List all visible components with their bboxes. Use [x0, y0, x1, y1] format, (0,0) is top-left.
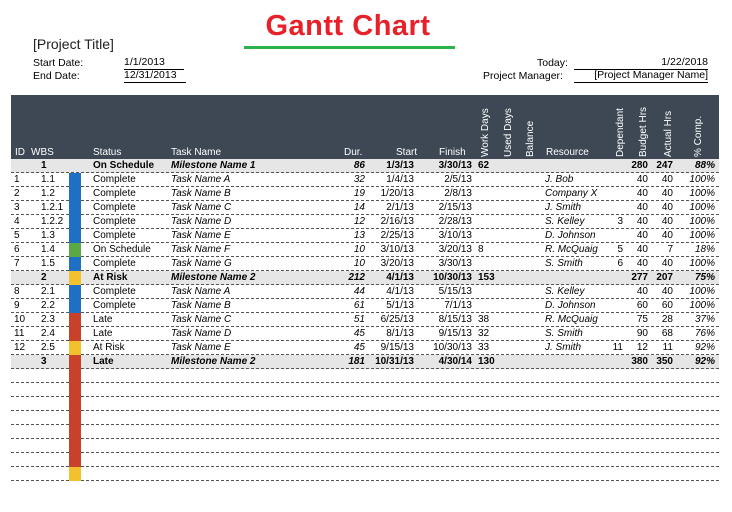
status-color-swatch	[69, 243, 81, 257]
col-wbs: WBS	[31, 147, 54, 158]
cell-status: Complete	[93, 230, 136, 241]
project-manager-value[interactable]: [Project Manager Name]	[574, 69, 708, 83]
cell-duration: 45	[353, 342, 365, 353]
cell-dependant: 11	[612, 342, 623, 353]
cell-id: 12	[14, 342, 26, 353]
cell-task-name: Task Name E	[171, 342, 231, 353]
cell-start: 6/25/13	[380, 314, 414, 325]
cell-finish: 7/1/13	[444, 300, 472, 311]
status-color-swatch	[69, 159, 81, 173]
cell-work-days: 62	[478, 160, 490, 171]
cell-wbs: 1.3	[41, 230, 55, 241]
cell-budget-hrs: 280	[631, 160, 648, 171]
table-row[interactable]	[11, 439, 719, 453]
cell-start: 9/15/13	[380, 342, 414, 353]
cell-status: Complete	[93, 188, 136, 199]
table-row[interactable]	[11, 215, 719, 229]
cell-actual-hrs: 350	[656, 356, 673, 367]
cell-id: 6	[14, 244, 20, 255]
table-row[interactable]	[11, 397, 719, 411]
cell-work-days: 32	[478, 328, 490, 339]
cell-percent-complete: 100%	[689, 174, 715, 185]
cell-id: 11	[14, 328, 25, 339]
table-row[interactable]	[11, 327, 719, 341]
col-balance: Balance	[525, 120, 536, 157]
cell-budget-hrs: 40	[636, 244, 648, 255]
cell-work-days: 130	[478, 356, 495, 367]
cell-duration: 13	[353, 230, 365, 241]
cell-duration: 10	[353, 244, 365, 255]
status-color-swatch	[69, 355, 81, 369]
milestone-row[interactable]	[11, 271, 719, 285]
cell-task-name: Task Name F	[171, 244, 231, 255]
cell-work-days: 38	[478, 314, 490, 325]
cell-resource: S. Kelley	[545, 216, 585, 227]
cell-task-name: Task Name G	[171, 258, 232, 269]
cell-finish: 2/5/13	[444, 174, 472, 185]
col-resource: Resource	[546, 147, 589, 158]
cell-budget-hrs: 277	[631, 272, 648, 283]
table-row[interactable]	[11, 243, 719, 257]
table-row[interactable]	[11, 341, 719, 355]
cell-duration: 212	[348, 272, 365, 283]
cell-task-name: Task Name D	[171, 328, 232, 339]
cell-dependant: 6	[617, 258, 623, 269]
col-status: Status	[93, 147, 122, 158]
col-percent-complete: % Comp.	[693, 115, 704, 157]
cell-resource: D. Johnson	[545, 230, 596, 241]
col-duration: Dur.	[344, 147, 363, 158]
cell-status: On Schedule	[93, 160, 155, 171]
cell-id: 3	[14, 202, 20, 213]
cell-duration: 32	[353, 174, 365, 185]
cell-wbs: 2.3	[41, 314, 55, 325]
status-color-swatch	[69, 341, 81, 355]
cell-finish: 9/15/13	[438, 328, 472, 339]
status-color-swatch	[69, 285, 81, 299]
cell-status: Complete	[93, 300, 136, 311]
cell-percent-complete: 100%	[689, 286, 715, 297]
cell-start: 4/1/13	[386, 272, 414, 283]
status-color-swatch	[69, 369, 81, 383]
project-title[interactable]: [Project Title]	[33, 36, 114, 52]
table-row[interactable]	[11, 383, 719, 397]
cell-task-name: Task Name C	[171, 314, 232, 325]
cell-start: 2/1/13	[386, 202, 414, 213]
cell-start: 8/1/13	[386, 328, 414, 339]
col-task-name: Task Name	[171, 147, 222, 158]
cell-percent-complete: 100%	[689, 188, 715, 199]
table-row[interactable]	[11, 313, 719, 327]
col-actual-hrs: Actual Hrs	[663, 110, 674, 157]
cell-status: Late	[93, 356, 114, 367]
cell-id: 1	[14, 174, 20, 185]
cell-work-days: 153	[478, 272, 495, 283]
cell-wbs: 1	[41, 160, 47, 171]
cell-percent-complete: 100%	[689, 216, 715, 227]
cell-start: 4/1/13	[386, 286, 414, 297]
today-label: Today:	[537, 57, 568, 69]
cell-start: 1/3/13	[386, 160, 414, 171]
cell-percent-complete: 76%	[694, 328, 715, 339]
cell-start: 2/25/13	[380, 230, 414, 241]
today-value[interactable]: 1/22/2018	[574, 56, 708, 70]
cell-task-name: Task Name E	[171, 230, 231, 241]
cell-percent-complete: 18%	[694, 244, 715, 255]
cell-resource: S. Smith	[545, 328, 583, 339]
cell-duration: 61	[353, 300, 365, 311]
cell-actual-hrs: 60	[661, 300, 673, 311]
cell-finish: 3/30/13	[438, 258, 472, 269]
cell-task-name: Task Name A	[171, 286, 231, 297]
cell-finish: 3/30/13	[438, 160, 472, 171]
cell-budget-hrs: 40	[636, 216, 648, 227]
status-color-swatch	[69, 299, 81, 313]
cell-wbs: 2.1	[41, 286, 55, 297]
cell-actual-hrs: 40	[661, 258, 673, 269]
cell-wbs: 2.4	[41, 328, 55, 339]
end-date-label: End Date:	[33, 70, 80, 82]
status-color-swatch	[69, 425, 81, 439]
page-title: Gantt Chart	[265, 10, 431, 42]
cell-task-name: Task Name C	[171, 202, 232, 213]
status-color-swatch	[69, 397, 81, 411]
cell-status: Complete	[93, 174, 136, 185]
cell-duration: 86	[353, 160, 365, 171]
start-date-value[interactable]: 1/1/2013	[124, 56, 184, 70]
cell-percent-complete: 100%	[689, 300, 715, 311]
cell-status: On Schedule	[93, 244, 151, 255]
col-dependant: Dependant	[615, 108, 626, 157]
cell-resource: R. McQuaig	[545, 244, 598, 255]
cell-status: At Risk	[93, 272, 128, 283]
status-color-swatch	[69, 229, 81, 243]
cell-budget-hrs: 40	[636, 286, 648, 297]
cell-start: 1/4/13	[386, 174, 414, 185]
cell-finish: 10/30/13	[433, 342, 472, 353]
cell-finish: 5/15/13	[438, 286, 472, 297]
cell-status: Complete	[93, 216, 136, 227]
cell-finish: 2/15/13	[438, 202, 472, 213]
cell-id: 9	[14, 300, 20, 311]
cell-wbs: 1.2.2	[41, 216, 64, 227]
cell-actual-hrs: 7	[667, 244, 673, 255]
col-finish: Finish	[439, 147, 466, 158]
cell-task-name: Task Name D	[171, 216, 232, 227]
title-underline	[244, 46, 455, 49]
cell-duration: 45	[353, 328, 365, 339]
cell-id: 8	[14, 286, 20, 297]
cell-actual-hrs: 40	[661, 286, 673, 297]
cell-wbs: 1.5	[41, 258, 55, 269]
cell-work-days: 8	[478, 244, 484, 255]
cell-start: 5/1/13	[386, 300, 414, 311]
cell-resource: R. McQuaig	[545, 314, 598, 325]
table-row[interactable]	[11, 369, 719, 383]
status-color-swatch	[69, 453, 81, 467]
cell-wbs: 3	[41, 356, 47, 367]
cell-wbs: 2.5	[41, 342, 55, 353]
cell-percent-complete: 92%	[694, 342, 715, 353]
cell-task-name: Task Name A	[171, 174, 231, 185]
cell-percent-complete: 88%	[694, 160, 715, 171]
cell-percent-complete: 100%	[689, 202, 715, 213]
cell-percent-complete: 37%	[694, 314, 715, 325]
cell-task-name: Milestone Name 2	[171, 356, 256, 367]
table-row[interactable]	[11, 453, 719, 467]
cell-wbs: 2.2	[41, 300, 55, 311]
cell-finish: 3/10/13	[438, 230, 472, 241]
status-color-swatch	[69, 467, 81, 481]
status-color-swatch	[69, 271, 81, 285]
cell-id: 5	[14, 230, 20, 241]
cell-task-name: Milestone Name 1	[171, 160, 256, 171]
cell-finish: 8/15/13	[438, 314, 472, 325]
cell-actual-hrs: 40	[661, 202, 673, 213]
cell-status: Complete	[93, 202, 136, 213]
cell-status: Complete	[93, 286, 136, 297]
table-row[interactable]	[11, 187, 719, 201]
col-budget-hrs: Budget Hrs	[638, 106, 649, 157]
cell-status: Late	[93, 328, 113, 339]
status-color-swatch	[69, 313, 81, 327]
cell-start: 2/16/13	[380, 216, 414, 227]
table-header	[11, 95, 719, 159]
cell-duration: 14	[353, 202, 365, 213]
status-color-swatch	[69, 187, 81, 201]
cell-status: At Risk	[93, 342, 125, 353]
cell-actual-hrs: 247	[656, 160, 673, 171]
status-color-swatch	[69, 327, 81, 341]
cell-budget-hrs: 40	[636, 258, 648, 269]
cell-finish: 2/28/13	[438, 216, 472, 227]
cell-budget-hrs: 40	[636, 188, 648, 199]
milestone-row[interactable]	[11, 355, 719, 369]
status-color-swatch	[69, 257, 81, 271]
cell-task-name: Task Name B	[171, 300, 231, 311]
cell-duration: 12	[353, 216, 365, 227]
cell-budget-hrs: 40	[636, 202, 648, 213]
cell-budget-hrs: 90	[636, 328, 648, 339]
cell-dependant: 5	[617, 244, 623, 255]
table-row[interactable]	[11, 467, 719, 481]
cell-wbs: 1.4	[41, 244, 55, 255]
cell-percent-complete: 100%	[689, 258, 715, 269]
table-row[interactable]	[11, 411, 719, 425]
cell-duration: 10	[353, 258, 365, 269]
status-color-swatch	[69, 215, 81, 229]
cell-actual-hrs: 28	[661, 314, 673, 325]
cell-finish: 3/20/13	[438, 244, 472, 255]
start-date-label: Start Date:	[33, 57, 84, 69]
cell-resource: Company X	[545, 188, 598, 199]
cell-id: 7	[14, 258, 20, 269]
cell-budget-hrs: 40	[636, 174, 648, 185]
cell-start: 10/31/13	[375, 356, 414, 367]
cell-resource: D. Johnson	[545, 300, 596, 311]
cell-status: Late	[93, 314, 113, 325]
cell-start: 3/10/13	[380, 244, 414, 255]
cell-duration: 19	[353, 188, 365, 199]
status-color-swatch	[69, 383, 81, 397]
cell-resource: S. Kelley	[545, 286, 585, 297]
cell-finish: 10/30/13	[433, 272, 472, 283]
status-color-swatch	[69, 173, 81, 187]
cell-actual-hrs: 40	[661, 174, 673, 185]
cell-work-days: 33	[478, 342, 490, 353]
cell-percent-complete: 92%	[694, 356, 715, 367]
project-manager-label: Project Manager:	[483, 70, 563, 82]
cell-resource: S. Smith	[545, 258, 583, 269]
cell-budget-hrs: 380	[631, 356, 648, 367]
status-color-swatch	[69, 411, 81, 425]
cell-id: 4	[14, 216, 20, 227]
table-row[interactable]	[11, 425, 719, 439]
cell-duration: 51	[353, 314, 365, 325]
status-color-swatch	[69, 439, 81, 453]
cell-wbs: 2	[41, 272, 47, 283]
task-table-body	[11, 159, 719, 481]
cell-percent-complete: 100%	[689, 230, 715, 241]
col-used-days: Used Days	[503, 108, 514, 157]
cell-start: 1/20/13	[380, 188, 414, 199]
cell-actual-hrs: 40	[661, 188, 673, 199]
cell-start: 3/20/13	[380, 258, 414, 269]
cell-actual-hrs: 68	[661, 328, 673, 339]
cell-actual-hrs: 40	[661, 230, 673, 241]
cell-percent-complete: 75%	[694, 272, 715, 283]
cell-wbs: 1.1	[41, 174, 55, 185]
cell-id: 2	[14, 188, 20, 199]
cell-dependant: 3	[617, 216, 623, 227]
cell-wbs: 1.2	[41, 188, 55, 199]
cell-resource: J. Smith	[545, 202, 582, 213]
cell-id: 10	[14, 314, 26, 325]
cell-resource: J. Bob	[545, 174, 574, 185]
cell-actual-hrs: 11	[662, 342, 673, 353]
status-color-swatch	[69, 201, 81, 215]
table-row[interactable]	[11, 299, 719, 313]
cell-finish: 2/8/13	[444, 188, 472, 199]
cell-task-name: Milestone Name 2	[171, 272, 256, 283]
cell-duration: 44	[353, 286, 365, 297]
cell-budget-hrs: 40	[636, 230, 648, 241]
col-work-days: Work Days	[480, 108, 491, 157]
cell-budget-hrs: 60	[636, 300, 648, 311]
cell-finish: 4/30/14	[438, 356, 472, 367]
end-date-value[interactable]: 12/31/2013	[124, 69, 186, 83]
cell-duration: 181	[348, 356, 365, 367]
cell-budget-hrs: 75	[636, 314, 648, 325]
col-id: ID	[15, 147, 25, 158]
table-row[interactable]	[11, 285, 719, 299]
table-row[interactable]	[11, 229, 719, 243]
cell-wbs: 1.2.1	[41, 202, 64, 213]
milestone-row[interactable]	[11, 159, 719, 173]
table-row[interactable]	[11, 173, 719, 187]
cell-actual-hrs: 40	[661, 216, 673, 227]
cell-resource: J. Smith	[545, 342, 582, 353]
cell-status: Complete	[93, 258, 136, 269]
col-start: Start	[396, 147, 418, 158]
cell-task-name: Task Name B	[171, 188, 231, 199]
cell-budget-hrs: 12	[636, 342, 648, 353]
table-row[interactable]	[11, 257, 719, 271]
cell-actual-hrs: 207	[656, 272, 673, 283]
table-row[interactable]	[11, 201, 719, 215]
